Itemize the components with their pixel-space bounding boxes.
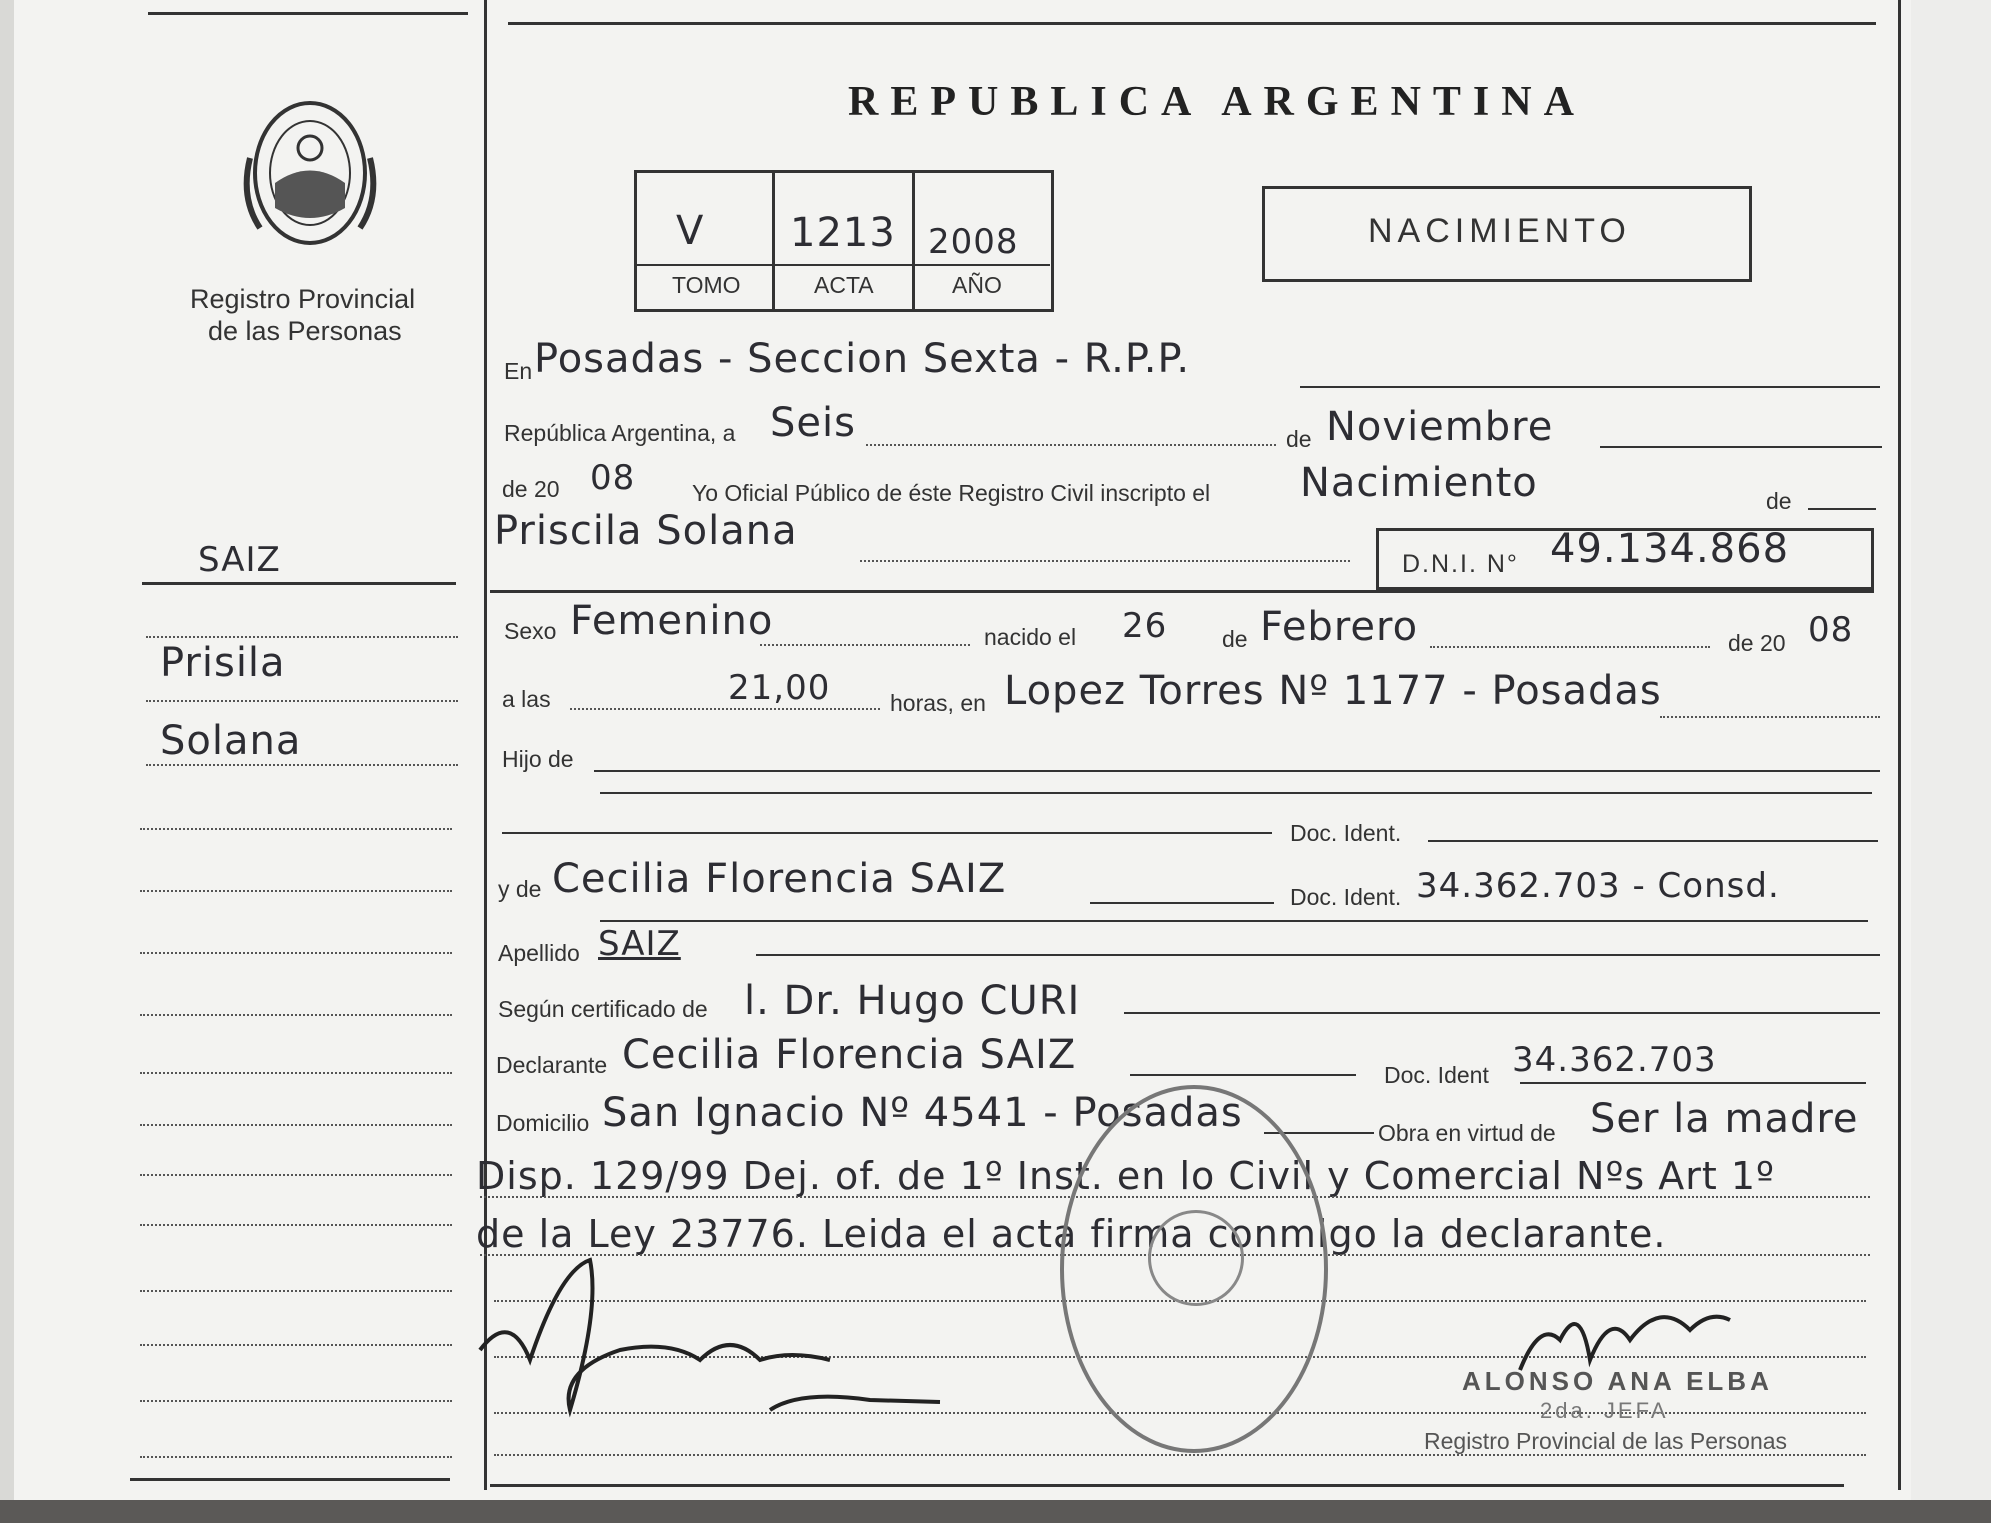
apellido-value: SAIZ xyxy=(598,924,681,964)
record-box-divider-2 xyxy=(912,170,915,309)
place-value: Lopez Torres Nº 1177 - Posadas xyxy=(1004,668,1662,714)
sexo-label: Sexo xyxy=(504,618,557,644)
page-edge-left xyxy=(0,0,14,1523)
border-right xyxy=(1898,0,1901,1490)
coat-of-arms-icon xyxy=(230,88,390,258)
line-mother xyxy=(1090,902,1274,904)
declarante-doc: 34.362.703 xyxy=(1512,1040,1717,1080)
margin-given-2: Solana xyxy=(160,718,302,764)
line-declarante xyxy=(1130,1074,1356,1076)
docident-label: Doc. Ident. xyxy=(1290,820,1402,846)
margin-dots xyxy=(140,952,452,954)
registry-title-1: Registro Provincial xyxy=(190,284,416,314)
record-box-midline xyxy=(634,264,1050,266)
official-registry: Registro Provincial de las Personas xyxy=(1424,1428,1788,1454)
line-month xyxy=(1600,446,1882,448)
margin-dots xyxy=(146,636,458,638)
alas-label: a las xyxy=(502,686,551,712)
margin-surname: SAIZ xyxy=(198,540,281,580)
note-line-2: de la Ley 23776. Leida el acta firma conmigo la declarante. xyxy=(476,1212,1667,1256)
obra-label: Obra en virtud de xyxy=(1378,1120,1556,1146)
margin-dots xyxy=(140,1072,452,1074)
birth-month: Febrero xyxy=(1260,604,1419,650)
dni-label: D.N.I. N° xyxy=(1402,550,1519,578)
declarant-signature-icon xyxy=(470,1250,950,1430)
de-label-2: de xyxy=(1766,488,1792,514)
en-label: En xyxy=(504,358,533,384)
rule-bottom-right xyxy=(490,1484,1844,1487)
rule-bottom-left xyxy=(130,1478,450,1481)
line-father xyxy=(502,832,1272,834)
line-apellido xyxy=(756,954,1880,956)
margin-dots xyxy=(140,890,452,892)
republica-label: República Argentina, a xyxy=(504,420,736,446)
declarante-label: Declarante xyxy=(496,1052,608,1078)
de20-label-2: de 20 xyxy=(1728,630,1786,656)
line-sexo xyxy=(760,644,970,646)
margin-dots xyxy=(140,1290,452,1292)
margin-dots xyxy=(140,1456,452,1458)
bottom-shadow xyxy=(0,1500,1991,1523)
line-hijo xyxy=(594,770,1880,772)
oficial-label: Yo Oficial Público de éste Registro Civil inscripto el xyxy=(692,480,1211,506)
margin-dots xyxy=(146,764,458,766)
ano-label: AÑO xyxy=(952,272,1002,298)
margin-rule xyxy=(142,582,456,585)
country-title: REPUBLICA ARGENTINA xyxy=(848,79,1586,125)
margin-dots xyxy=(146,700,458,702)
line-birth-month xyxy=(1430,646,1710,648)
mother-doc-value: 34.362.703 - Consd. xyxy=(1416,866,1780,906)
tomo-label: TOMO xyxy=(672,272,741,298)
official-title: 2da. JEFA xyxy=(1540,1398,1669,1423)
registry-title-2: de las Personas xyxy=(208,316,402,346)
inscripto-value: Nacimiento xyxy=(1300,460,1538,506)
de-label: de xyxy=(1286,426,1312,452)
acta-value: 1213 xyxy=(790,210,896,256)
margin-dots xyxy=(140,828,452,830)
horas-label: horas, en xyxy=(890,690,986,716)
apellido-label: Apellido xyxy=(498,940,580,966)
birth-year: 08 xyxy=(1808,610,1854,650)
domicilio-label: Domicilio xyxy=(496,1110,590,1136)
mother-value: Cecilia Florencia SAIZ xyxy=(552,856,1007,902)
de20-label: de 20 xyxy=(502,476,560,502)
rule-name xyxy=(490,590,1874,593)
en-value: Posadas - Seccion Sexta - R.P.P. xyxy=(534,336,1191,382)
docident-label-2: Doc. Ident. xyxy=(1290,884,1402,910)
name-value: Priscila Solana xyxy=(494,508,798,554)
document-type: NACIMIENTO xyxy=(1368,212,1631,250)
line-de xyxy=(1808,508,1876,510)
month-value: Noviembre xyxy=(1326,404,1554,450)
official-name: ALONSO ANA ELBA xyxy=(1462,1366,1773,1396)
rule-top-left xyxy=(148,12,468,15)
domicilio-value: San Ignacio Nº 4541 - Posadas xyxy=(602,1090,1243,1136)
declarante-value: Cecilia Florencia SAIZ xyxy=(622,1032,1077,1078)
obra-value: Ser la madre xyxy=(1590,1096,1859,1142)
margin-dots xyxy=(140,1014,452,1016)
line-certificado xyxy=(1124,1012,1880,1014)
margin-dots xyxy=(140,1224,452,1226)
day-value: Seis xyxy=(770,400,856,446)
margin-dots xyxy=(140,1400,452,1402)
rule-top-right xyxy=(508,22,1876,25)
line-hour xyxy=(570,708,880,710)
line-father-doc xyxy=(1428,840,1878,842)
line-day xyxy=(866,444,1276,446)
year-value: 08 xyxy=(590,458,636,498)
seal-emblem-icon xyxy=(1148,1210,1244,1306)
sexo-value: Femenino xyxy=(570,598,774,644)
nacido-label: nacido el xyxy=(984,624,1077,650)
tomo-value: V xyxy=(676,208,705,254)
line-name xyxy=(860,560,1350,562)
rule-mother xyxy=(600,920,1868,922)
segun-label: Según certificado de xyxy=(498,996,708,1022)
docident-label-3: Doc. Ident xyxy=(1384,1062,1489,1088)
margin-dots xyxy=(140,1124,452,1126)
line-en xyxy=(1300,386,1880,388)
hour-value: 21,00 xyxy=(728,668,831,708)
hijo-label: Hijo de xyxy=(502,746,574,772)
margin-dots xyxy=(140,1344,452,1346)
ano-value: 2008 xyxy=(928,222,1019,262)
margin-dots xyxy=(140,1174,452,1176)
line-declarante-doc xyxy=(1520,1082,1866,1084)
birth-day: 26 xyxy=(1122,606,1168,646)
acta-label: ACTA xyxy=(814,272,874,298)
yde-label: y de xyxy=(498,876,542,902)
de-label-3: de xyxy=(1222,626,1248,652)
margin-given-1: Prisila xyxy=(160,640,286,686)
rule-hijo xyxy=(600,792,1872,794)
note-line-1: Disp. 129/99 Dej. of. de 1º Inst. en lo Civil y Comercial Nºs Art 1º xyxy=(476,1154,1775,1198)
record-box-divider-1 xyxy=(772,170,775,309)
dni-value: 49.134.868 xyxy=(1550,526,1790,572)
page-edge-right xyxy=(1911,0,1991,1523)
line-place xyxy=(1660,716,1880,718)
certificado-value: l. Dr. Hugo CURI xyxy=(744,978,1081,1024)
